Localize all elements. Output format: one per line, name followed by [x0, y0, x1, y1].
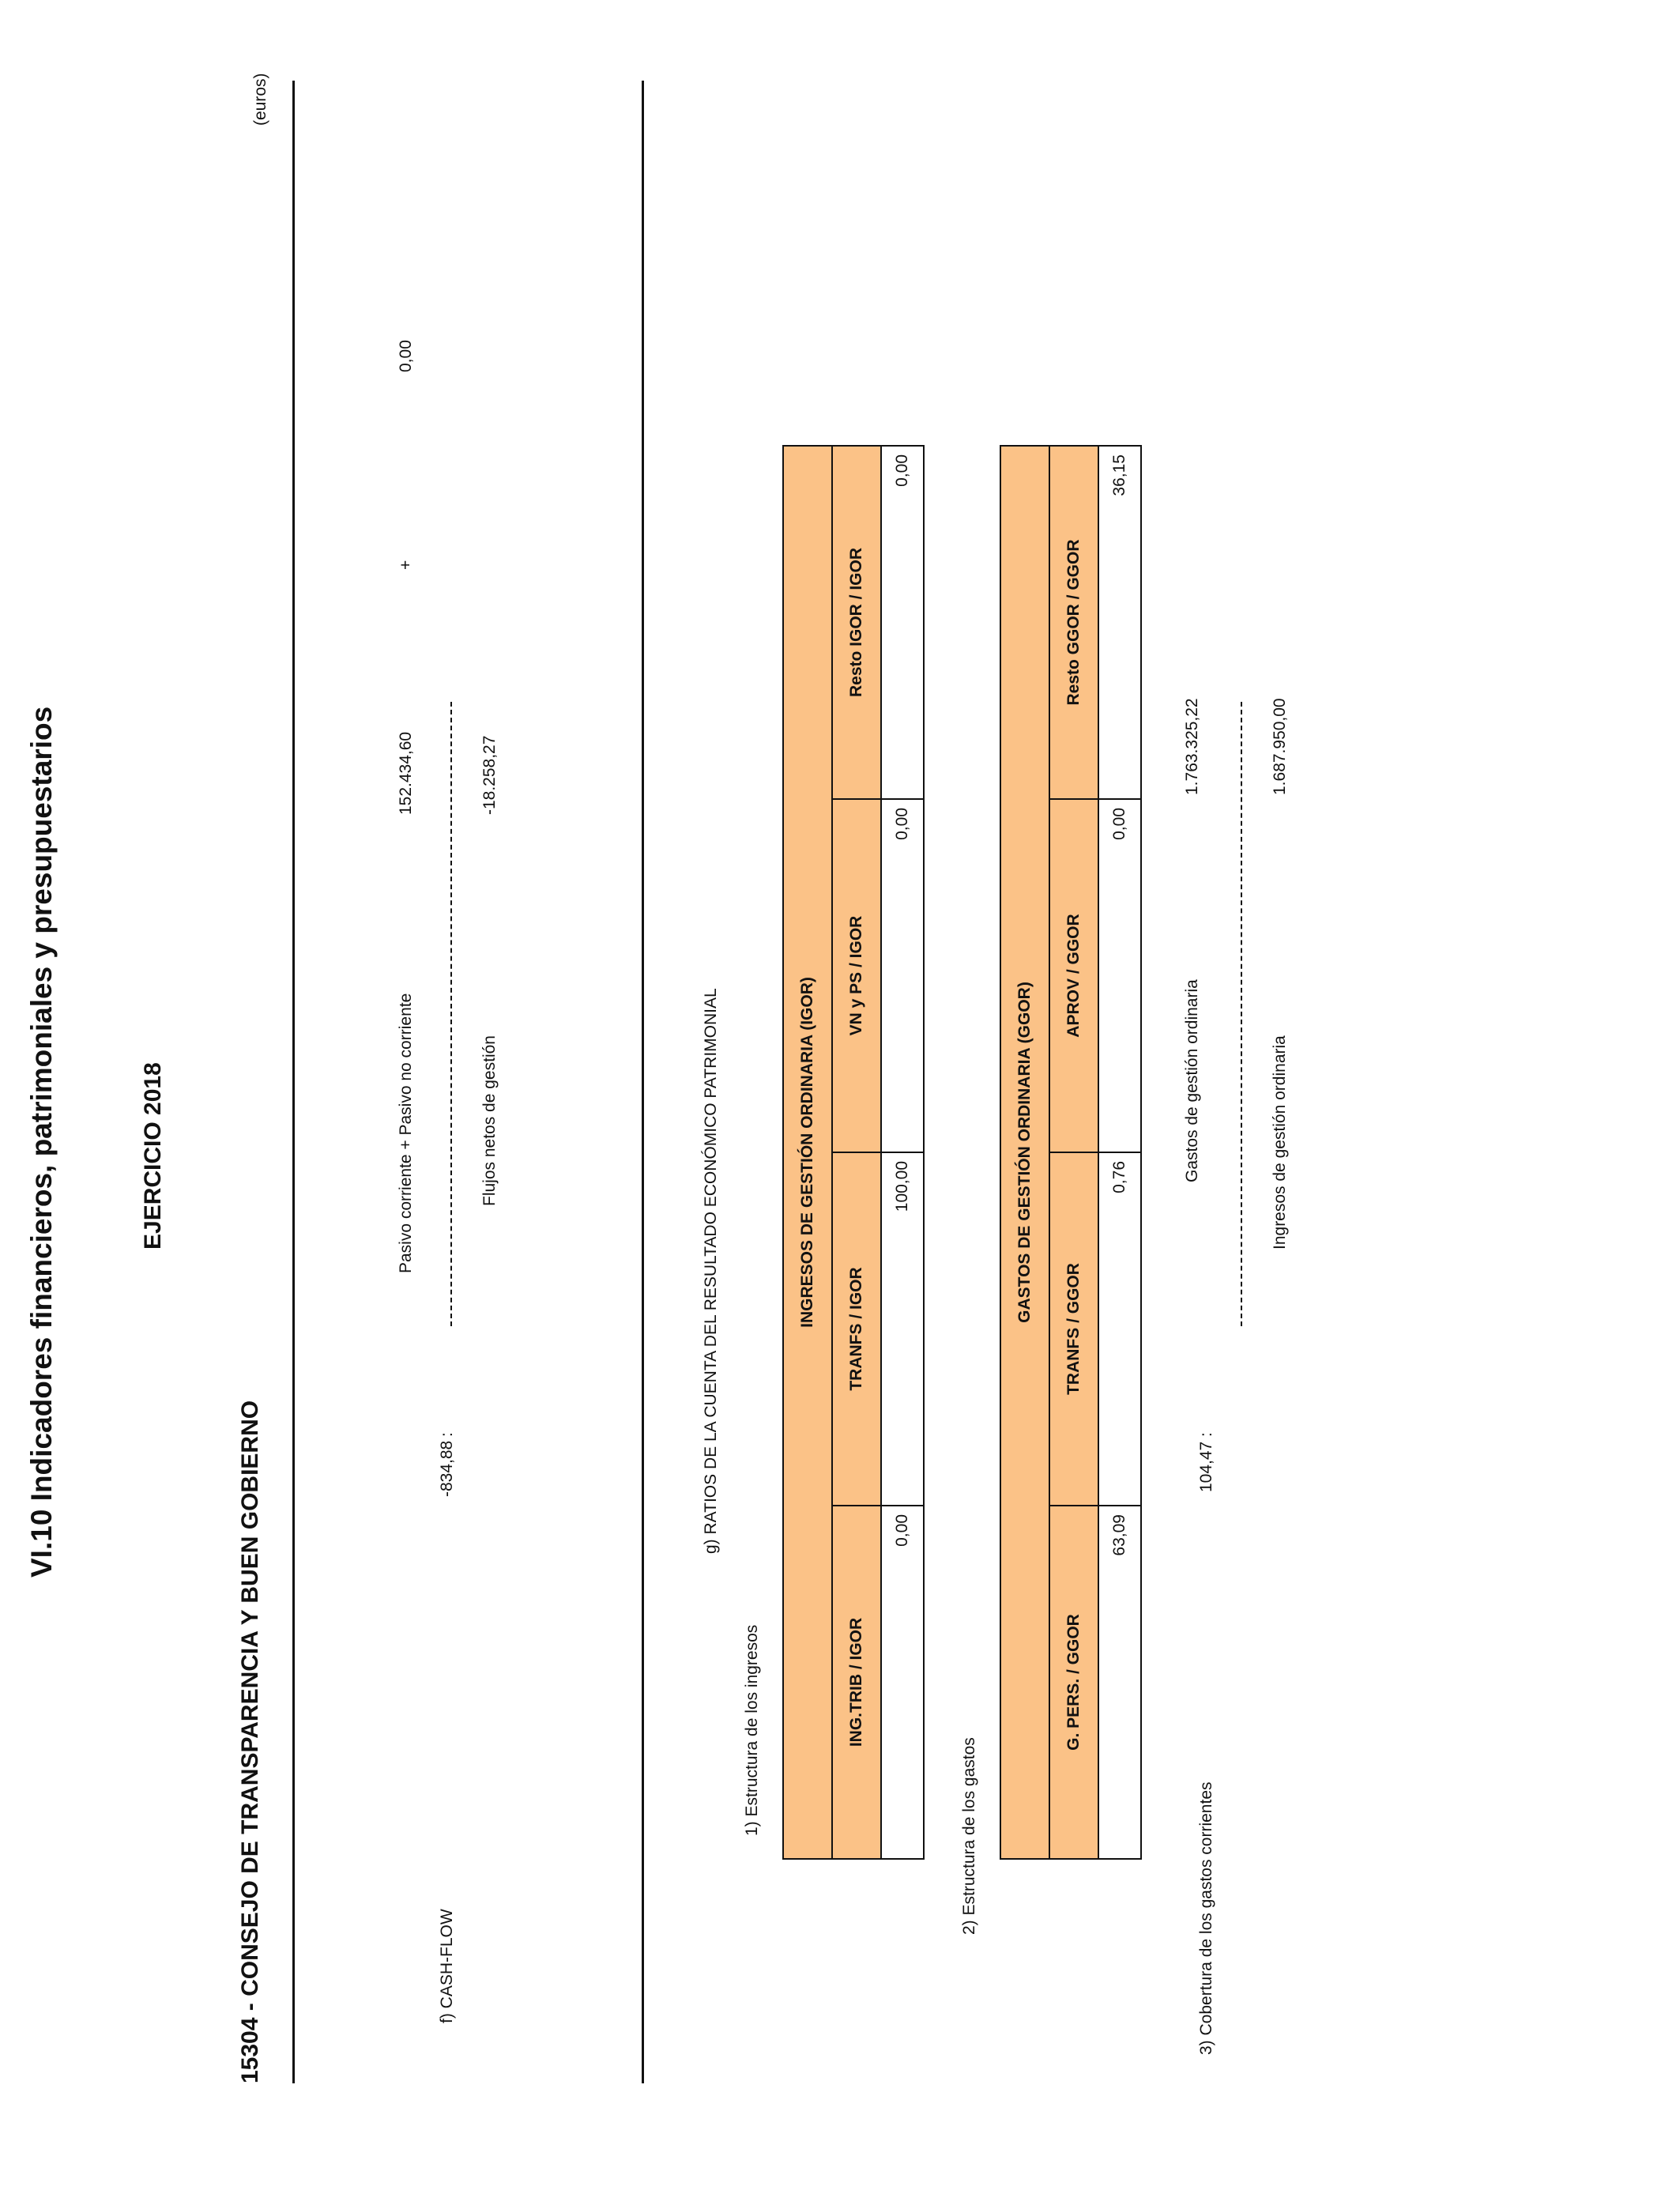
- section-g-title: g) RATIOS DE LA CUENTA DEL RESULTADO ECONÓMICO PATRIMONIAL: [702, 988, 720, 1554]
- plus-sign: +: [397, 560, 415, 570]
- cashflow-numerator-value: 152.434,60: [397, 731, 415, 815]
- cashflow-colon: :: [438, 1432, 456, 1437]
- report-title: VI.10 Indicadores financieros, patrimoniales y presupuestarios: [25, 706, 58, 1578]
- column-header: APROV / GGOR: [1049, 799, 1098, 1152]
- expense-structure-table: [1000, 445, 1142, 1860]
- coverage-denominator-label: Ingresos de gestión ordinaria: [1271, 1035, 1289, 1250]
- coverage-numerator-label: Gastos de gestión ordinaria: [1183, 979, 1201, 1182]
- column-header: G. PERS. / GGOR: [1049, 1506, 1098, 1859]
- column-header: TRANFS / IGOR: [832, 1152, 881, 1506]
- value-cell: 0,00: [881, 799, 924, 1152]
- cashflow-denominator-value: -18.258,27: [480, 735, 499, 815]
- value-cell: 36,15: [1098, 446, 1141, 799]
- cashflow-numerator-value-2: 0,00: [397, 340, 415, 372]
- income-structure-label: 1) Estructura de los ingresos: [743, 1624, 761, 1836]
- column-header: Resto IGOR / IGOR: [832, 446, 881, 799]
- cashflow-numerator-label: Pasivo corriente + Pasivo no corriente: [397, 993, 415, 1273]
- value-cell: 63,09: [1098, 1506, 1141, 1859]
- value-cell: 0,00: [881, 446, 924, 799]
- exercise-year: EJERCICIO 2018: [140, 1062, 166, 1250]
- coverage-label: 3) Cobertura de los gastos corrientes: [1197, 1781, 1215, 2055]
- coverage-value: 104,47: [1197, 1441, 1215, 1492]
- column-header: TRANFS / GGOR: [1049, 1152, 1098, 1506]
- value-cell: 100,00: [881, 1152, 924, 1506]
- income-table-title: INGRESOS DE GESTIÓN ORDINARIA (IGOR): [783, 446, 832, 1859]
- cashflow-label: f) CASH-FLOW: [438, 1909, 456, 2023]
- coverage-fraction-line: [1241, 702, 1242, 1326]
- value-cell: 0,76: [1098, 1152, 1141, 1506]
- expense-structure-label: 2) Estructura de los gastos: [960, 1737, 978, 1935]
- currency-note: (euros): [251, 73, 269, 126]
- column-header: VN y PS / IGOR: [832, 799, 881, 1152]
- entity-name: 15304 - CONSEJO DE TRANSPARENCIA Y BUEN GOBIERNO: [237, 1400, 263, 2083]
- column-header: Resto GGOR / GGOR: [1049, 446, 1098, 799]
- value-cell: 0,00: [881, 1506, 924, 1859]
- coverage-denominator-value: 1.687.950,00: [1271, 698, 1289, 795]
- cashflow-denominator-label: Flujos netos de gestión: [480, 1035, 499, 1206]
- column-header: ING.TRIB / IGOR: [832, 1506, 881, 1859]
- income-structure-table: [782, 445, 925, 1860]
- coverage-numerator-value: 1.763.325,22: [1183, 698, 1201, 795]
- cashflow-fraction-line: [450, 702, 452, 1326]
- header-rule: [292, 81, 295, 2083]
- cashflow-value: -834,88: [438, 1440, 456, 1497]
- coverage-colon: :: [1197, 1432, 1215, 1437]
- value-cell: 0,00: [1098, 799, 1141, 1152]
- section-rule: [642, 81, 644, 2083]
- expense-table-title: GASTOS DE GESTIÓN ORDINARIA (GGOR): [1000, 446, 1049, 1859]
